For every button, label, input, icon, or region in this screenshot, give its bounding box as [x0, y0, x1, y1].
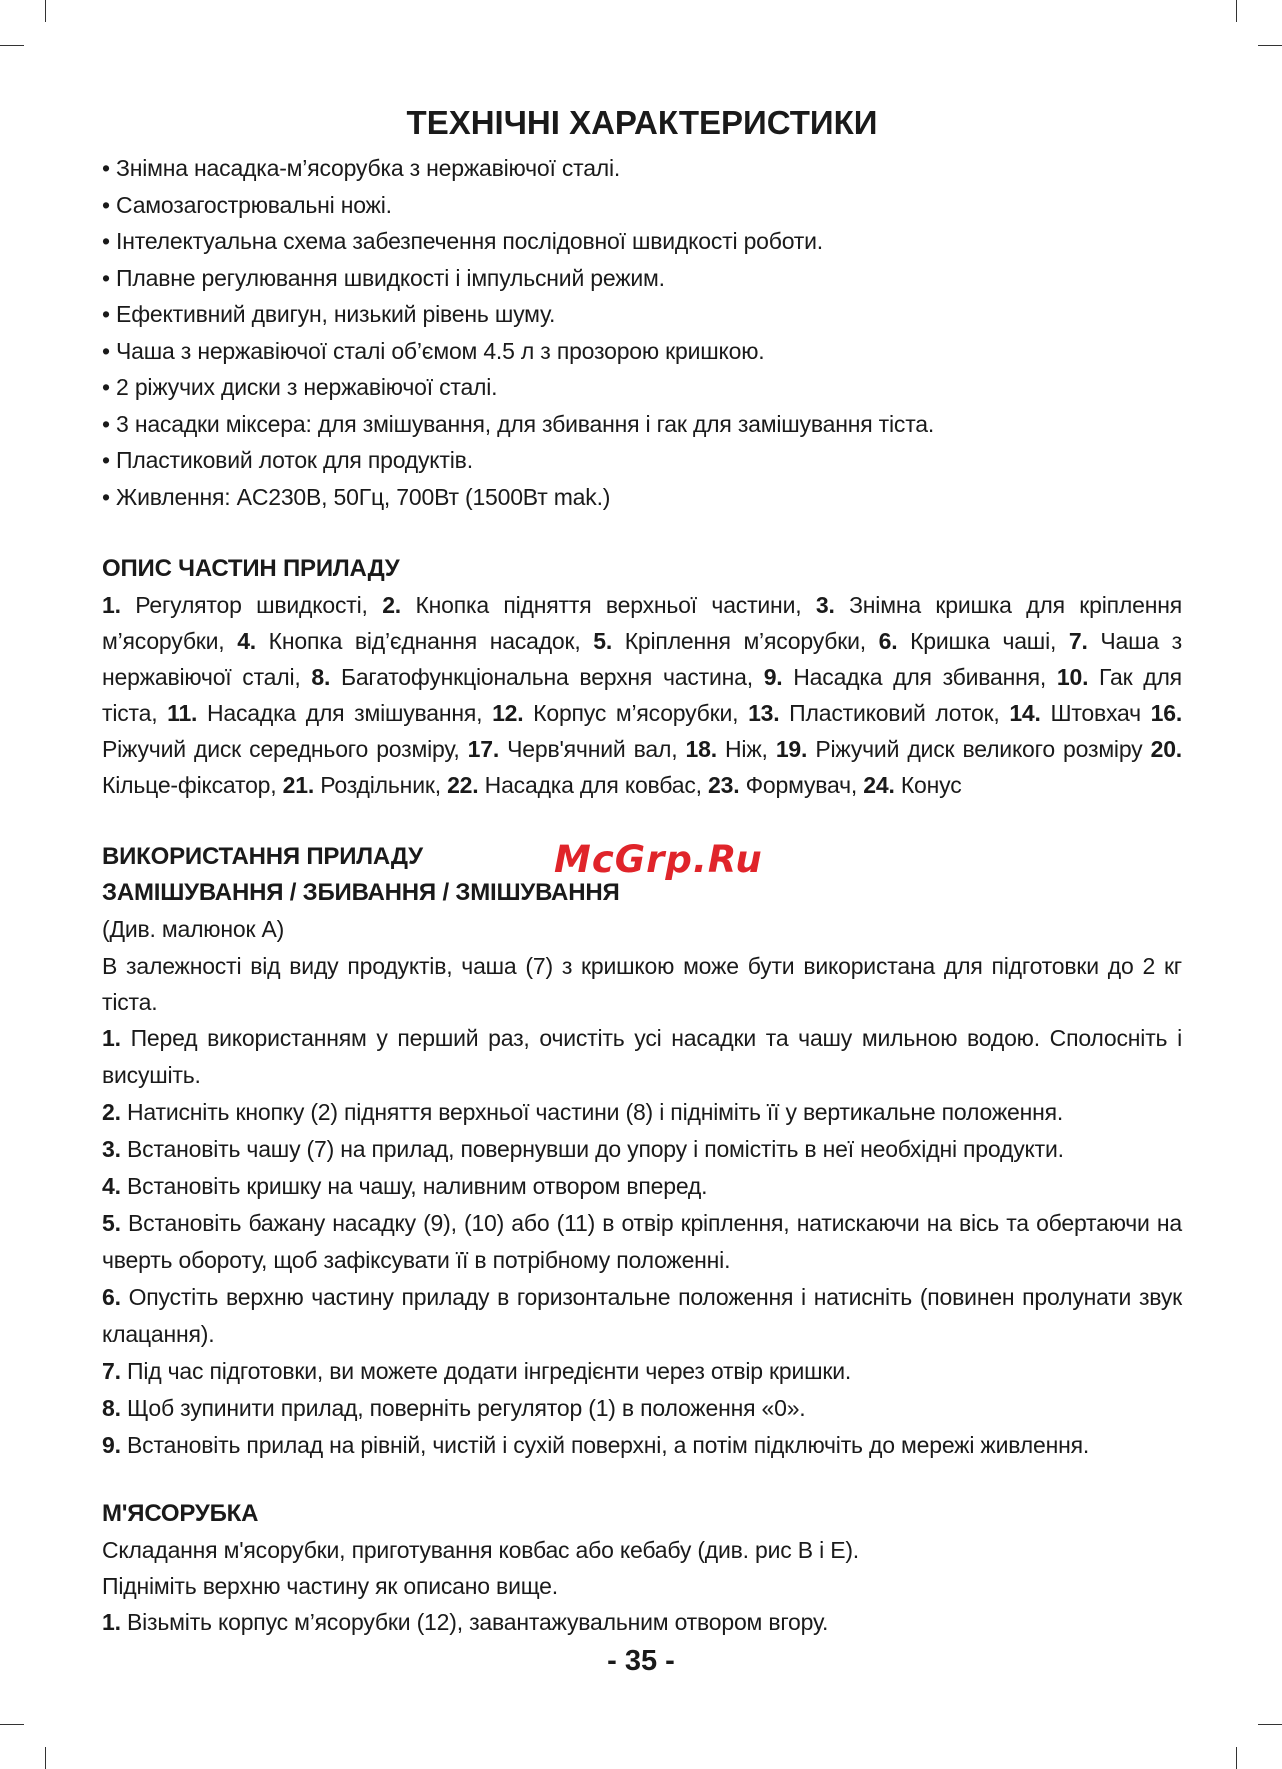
step-number: 5. — [102, 1210, 121, 1236]
part-number: 9. — [763, 664, 783, 690]
part-number: 1. — [102, 592, 121, 618]
step-text: Щоб зупинити прилад, поверніть регулятор (1) в положення «0». — [127, 1395, 806, 1421]
spec-item: • Ефективний двигун, низький рівень шуму. — [102, 296, 1182, 333]
part-number: 19. — [775, 736, 808, 762]
step-text: Встановіть прилад на рівній, чистій і сухій поверхні, а потім підключіть до мережі живлення. — [127, 1432, 1090, 1458]
part-number: 8. — [311, 664, 331, 690]
part-name: Ніж, — [725, 736, 768, 762]
part-name: Черв'ячний вал, — [507, 736, 678, 762]
part-name: Кришка чаші, — [910, 628, 1057, 654]
usage-step — [102, 1390, 1182, 1427]
spec-item: • Самозагострювальні ножі. — [102, 187, 1182, 224]
step-number: 9. — [102, 1432, 121, 1458]
step-text: Візьміть корпус м’ясорубки (12), завантажувальним отвором вгору. — [127, 1609, 829, 1635]
step-text: Натисніть кнопку (2) підняття верхньої частини (8) і підніміть її у вертикальне положення. — [127, 1099, 1064, 1125]
crop-mark — [1258, 45, 1282, 46]
part-name: Насадка для ковбас, — [484, 772, 702, 798]
step-number: 1. — [102, 1609, 121, 1635]
parts-description — [102, 587, 1182, 803]
part-name: Насадка для змішування, — [206, 700, 483, 726]
part-number: 20. — [1150, 736, 1182, 762]
part-name: Пластиковий лоток, — [789, 700, 1000, 726]
part-number: 5. — [593, 628, 613, 654]
part-name: Ріжучий диск середнього розміру, — [102, 736, 460, 762]
usage-heading: ВИКОРИСТАННЯ ПРИЛАДУ — [102, 843, 423, 870]
crop-mark — [45, 0, 46, 22]
step-text: Перед використанням у перший раз, очистіть усі насадки та чашу мильною водою. Сполосніть і висушіть. — [102, 1025, 1182, 1088]
part-name: Кнопка від’єднання насадок, — [268, 628, 581, 654]
crop-mark — [1236, 0, 1237, 22]
part-name: Роздільник, — [320, 772, 441, 798]
spec-item: • Знімна насадка-м’ясорубка з нержавіючої сталі. — [102, 150, 1182, 187]
figure-reference: (Див. малюнок А) — [102, 916, 285, 942]
usage-step — [102, 1094, 1182, 1131]
page-title: ТЕХНІЧНІ ХАРАКТЕРИСТИКИ — [406, 104, 878, 141]
part-name: Багатофункціональна верхня частина, — [340, 664, 753, 690]
crop-mark — [0, 1724, 24, 1725]
part-number: 11. — [167, 700, 198, 726]
part-name: Регулятор швидкості, — [135, 592, 368, 618]
crop-mark — [45, 1747, 46, 1769]
part-number: 17. — [467, 736, 500, 762]
crop-mark — [0, 45, 24, 46]
usage-step — [102, 1353, 1182, 1390]
grinder-heading: М'ЯСОРУБКА — [102, 1500, 259, 1527]
part-name: Формувач, — [745, 772, 858, 798]
part-number: 6. — [878, 628, 898, 654]
part-number: 16. — [1150, 700, 1183, 726]
part-number: 22. — [447, 772, 479, 798]
step-text: Встановіть чашу (7) на прилад, повернувши до упору і помістіть в неї необхідні продукти. — [127, 1136, 1064, 1162]
usage-step — [102, 1427, 1182, 1464]
watermark: McGrp.Ru — [554, 838, 763, 881]
part-number: 23. — [708, 772, 740, 798]
usage-step — [102, 1279, 1182, 1353]
spec-item: • Живлення: AC230В, 50Гц, 700Вт (1500Вт mak.) — [102, 479, 1182, 516]
part-name: Штовхач — [1050, 700, 1141, 726]
step-text: Встановіть кришку на чашу, наливним отвором вперед. — [127, 1173, 708, 1199]
step-number: 2. — [102, 1099, 121, 1125]
crop-mark — [1258, 1724, 1282, 1725]
spec-item: • Пластиковий лоток для продуктів. — [102, 442, 1182, 479]
part-number: 18. — [685, 736, 717, 762]
page-number: - 35 - — [607, 1645, 675, 1677]
step-text: Встановіть бажану насадку (9), (10) або (11) в отвір кріплення, натискаючи на вісь та обертаючи на чверть обороту, щоб зафіксувати її в потрібному положенні. — [102, 1210, 1182, 1273]
usage-steps — [102, 1020, 1182, 1464]
part-name: Кріплення м’ясорубки, — [624, 628, 866, 654]
part-name: Гак для тіста, — [102, 664, 1182, 726]
step-text: Опустіть верхню частину приладу в горизонтальне положення і натисніть (повинен пролунати звук клацання). — [102, 1284, 1182, 1347]
parts-heading: ОПИС ЧАСТИН ПРИЛАДУ — [102, 555, 400, 582]
part-name: Ріжучий диск великого розміру — [815, 736, 1143, 762]
step-text: Під час підготовки, ви можете додати інгредієнти через отвір кришки. — [127, 1358, 852, 1384]
part-name: Насадка для збивання, — [793, 664, 1047, 690]
part-number: 13. — [748, 700, 780, 726]
spec-item: • 3 насадки міксера: для змішування, для збивання і гак для замішування тіста. — [102, 406, 1182, 443]
step-number: 8. — [102, 1395, 121, 1421]
step-number: 7. — [102, 1358, 121, 1384]
step-number: 3. — [102, 1136, 121, 1162]
part-name: Конус — [900, 772, 962, 798]
part-name: Чаша з нержавіючої сталі, — [102, 628, 1182, 690]
step-number: 1. — [102, 1025, 121, 1051]
part-name: Знімна кришка для кріплення м’ясорубки, — [102, 592, 1182, 654]
usage-subheading: ЗАМІШУВАННЯ / ЗБИВАННЯ / ЗМІШУВАННЯ — [102, 879, 620, 906]
spec-item: • Інтелектуальна схема забезпечення послідовної швидкості роботи. — [102, 223, 1182, 260]
grinder-line: Підніміть верхню частину як описано вище. — [102, 1573, 558, 1599]
part-number: 14. — [1009, 700, 1041, 726]
usage-step — [102, 1131, 1182, 1168]
step-number: 6. — [102, 1284, 121, 1310]
crop-mark — [1236, 1747, 1237, 1769]
part-number: 21. — [282, 772, 315, 798]
grinder-step — [102, 1604, 1182, 1641]
part-number: 2. — [382, 592, 401, 618]
grinder-line: Складання м'ясорубки, приготування ковбас або кебабу (див. рис В і Е). — [102, 1537, 859, 1563]
spec-item: • Плавне регулювання швидкості і імпульсний режим. — [102, 260, 1182, 297]
part-number: 3. — [815, 592, 835, 618]
part-number: 24. — [863, 772, 895, 798]
part-number: 7. — [1068, 628, 1088, 654]
spec-item: • 2 ріжучих диски з нержавіючої сталі. — [102, 369, 1182, 406]
usage-step — [102, 1205, 1182, 1279]
part-name: Кнопка підняття верхньої частини, — [415, 592, 802, 618]
usage-step — [102, 1168, 1182, 1205]
usage-intro: В залежності від виду продуктів, чаша (7) з кришкою може бути використана для підготовки до 2 кг тіста. — [102, 953, 1182, 1015]
part-number: 10. — [1056, 664, 1089, 690]
spec-item: • Чаша з нержавіючої сталі об’ємом 4.5 л з прозорою кришкою. — [102, 333, 1182, 370]
part-number: 12. — [492, 700, 524, 726]
part-number: 4. — [237, 628, 256, 654]
part-name: Кільце-фіксатор, — [102, 772, 277, 798]
specs-list — [102, 150, 1182, 515]
part-name: Корпус м’ясорубки, — [533, 700, 739, 726]
usage-step — [102, 1020, 1182, 1094]
step-number: 4. — [102, 1173, 121, 1199]
